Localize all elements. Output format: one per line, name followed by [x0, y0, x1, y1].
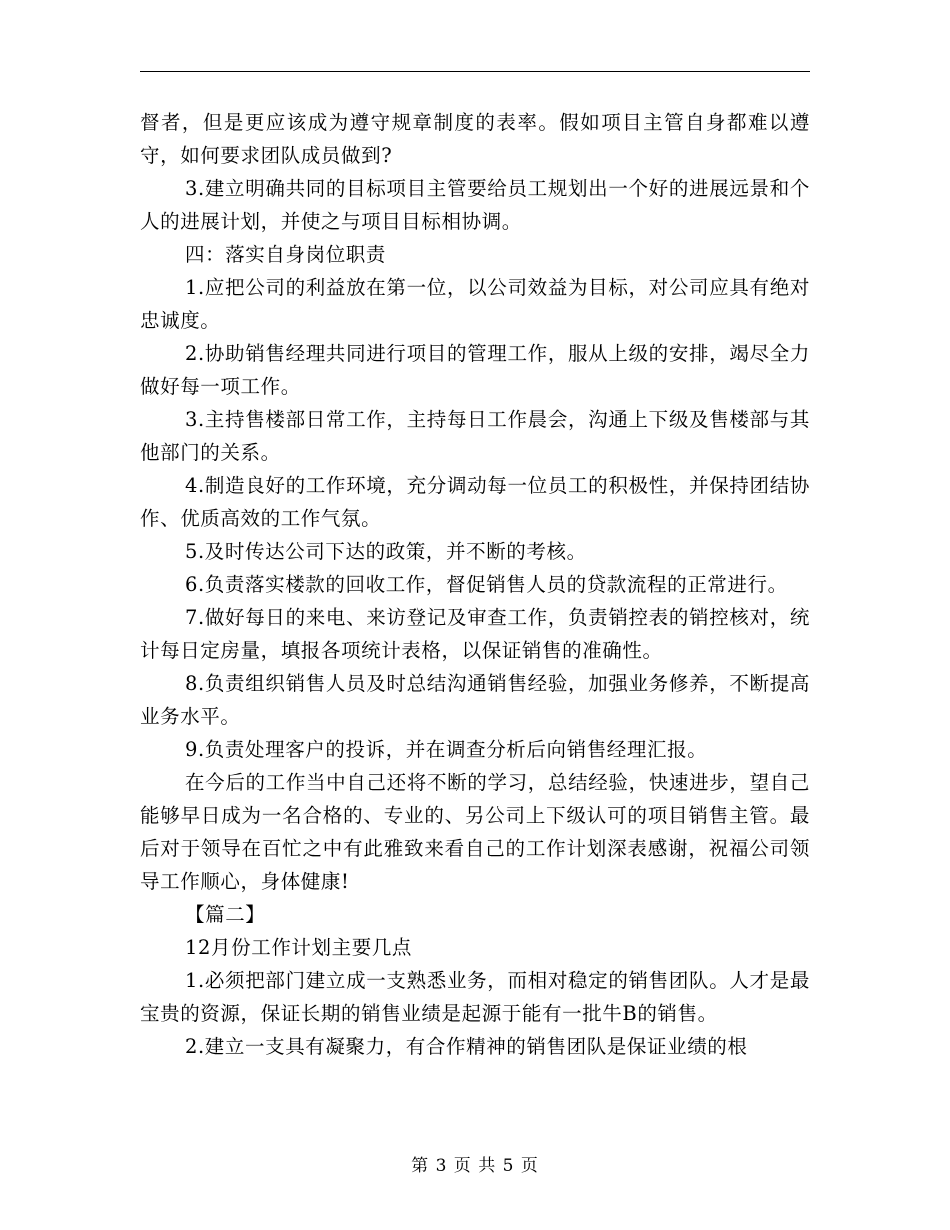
paragraph-2: 3.建立明确共同的目标项目主管要给员工规划出一个好的进展远景和个人的进展计划，并使之与项目目标相协调。 [140, 177, 810, 233]
paragraph-duty-3: 3.主持售楼部日常工作，主持每日工作晨会，沟通上下级及售楼部与其他部门的关系。 [140, 408, 810, 464]
paragraph-plan-1: 1.必须把部门建立成一支熟悉业务，而相对稳定的销售团队。人才是最宝贵的资源，保证长期的销售业绩是起源于能有一批牛B的销售。 [140, 969, 810, 1025]
paragraph-duty-6: 6.负责落实楼款的回收工作，督促销售人员的贷款流程的正常进行。 [185, 573, 788, 596]
paragraph-duty-9: 9.负责处理客户的投诉，并在调查分析后向销售经理汇报。 [185, 738, 708, 761]
paragraph-duty-4: 4.制造良好的工作环境，充分调动每一位员工的积极性，并保持团结协作、优质高效的工作气氛。 [140, 474, 810, 530]
page-number-footer: 第 3 页 共 5 页 [411, 1156, 539, 1176]
paragraph-duty-1: 1.应把公司的利益放在第一位，以公司效益为目标，对公司应具有绝对忠诚度。 [140, 276, 810, 332]
paragraph-duty-5: 5.及时传达公司下达的政策，并不断的考核。 [185, 540, 587, 563]
paragraph-december-plan-title: 12月份工作计划主要几点 [185, 936, 413, 959]
section-heading-4: 四：落实自身岗位职责 [185, 243, 387, 266]
paragraph-1: 督者，但是更应该成为遵守规章制度的表率。假如项目主管自身都难以遵守，如何要求团队成员做到? [140, 111, 810, 167]
paragraph-duty-7: 7.做好每日的来电、来访登记及审查工作，负责销控表的销控核对，统计每日定房量，填报各项统计表格，以保证销售的准确性。 [140, 606, 810, 662]
paragraph-duty-2: 2.协助销售经理共同进行项目的管理工作，服从上级的安排，竭尽全力做好每一项工作。 [140, 342, 810, 398]
document-body [140, 106, 810, 1063]
paragraph-duty-8: 8.负责组织销售人员及时总结沟通销售经验，加强业务修养，不断提高业务水平。 [140, 672, 810, 728]
paragraph-plan-2: 2.建立一支具有凝聚力，有合作精神的销售团队是保证业绩的根 [185, 1035, 748, 1058]
section-heading-part-2: 【篇二】 [185, 903, 266, 926]
header-rule [140, 71, 810, 72]
paragraph-closing: 在今后的工作当中自己还将不断的学习，总结经验，快速进步，望自己能够早日成为一名合格的、专业的、另公司上下级认可的项目销售主管。最后对于领导在百忙之中有此雅致来看自己的工作计划深表感谢，祝福公司领导工作顺心，身体健康! [140, 771, 810, 893]
